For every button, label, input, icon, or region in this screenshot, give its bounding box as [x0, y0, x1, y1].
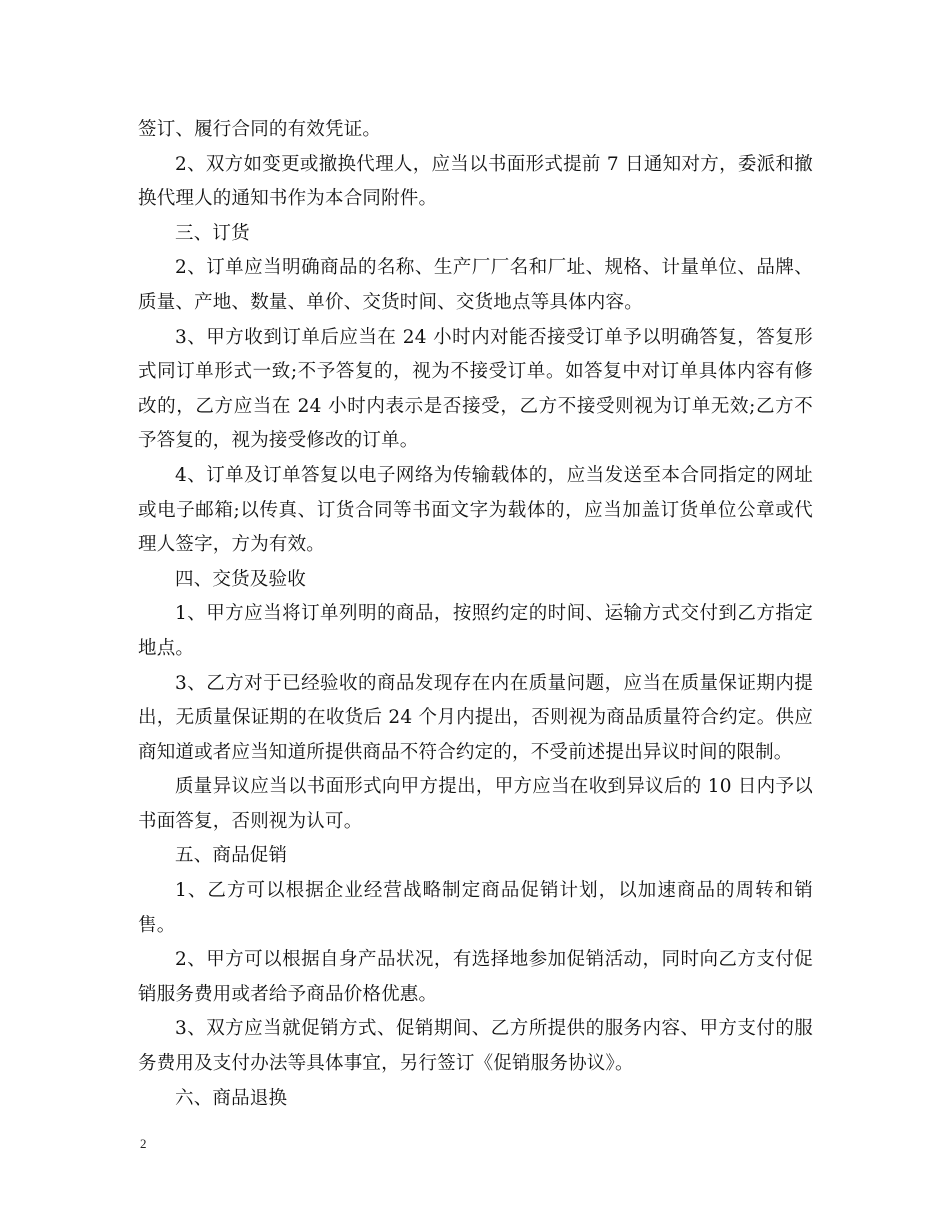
paragraph: 2、双方如变更或撤换代理人，应当以书面形式提前 7 日通知对方，委派和撤换代理人的通知书作为本合同附件。 — [138, 153, 813, 210]
section-heading: 六、商品退换 — [175, 1087, 288, 1109]
paragraph: 2、订单应当明确商品的名称、生产厂厂名和厂址、规格、计量单位、品牌、质量、产地、数量、单价、交货时间、交货地点等具体内容。 — [138, 257, 813, 313]
section-heading: 五、商品促销 — [175, 845, 288, 867]
document-body — [138, 113, 813, 1116]
section-heading: 四、交货及验收 — [175, 568, 306, 590]
paragraph: 3、乙方对于已经验收的商品发现存在内在质量问题，应当在质量保证期内提出，无质量保证期的在收货后 24 个月内提出，否则视为商品质量符合约定。供应商知道或者应当知道所提供商品不符合约定的，不受前述提出异议时间的限制。 — [138, 672, 813, 763]
paragraph: 3、双方应当就促销方式、促销期间、乙方所提供的服务内容、甲方支付的服务费用及支付办法等具体事宜，另行签订《促销服务协议》。 — [138, 1018, 813, 1075]
page-number: 2 — [140, 1136, 147, 1151]
section-heading: 三、订货 — [175, 222, 250, 244]
paragraph: 签订、履行合同的有效凭证。 — [138, 119, 382, 140]
paragraph: 2、甲方可以根据自身产品状况，有选择地参加促销活动，同时向乙方支付促销服务费用或者给予商品价格优惠。 — [138, 949, 813, 1005]
paragraph: 质量异议应当以书面形式向甲方提出，甲方应当在收到异议后的 10 日内予以书面答复，否则视为认可。 — [138, 776, 813, 832]
paragraph: 3、甲方收到订单后应当在 24 小时内对能否接受订单予以明确答复，答复形式同订单形式一致;不予答复的，视为不接受订单。如答复中对订单具体内容有修改的，乙方应当在 24 小时内表示是否接受，乙方不接受则视为订单无效;乙方不予答复的，视为接受修改的订单。 — [138, 326, 813, 452]
paragraph: 4、订单及订单答复以电子网络为传输载体的，应当发送至本合同指定的网址或电子邮箱;以传真、订货合同等书面文字为载体的，应当加盖订货单位公章或代理人签字，方为有效。 — [138, 464, 813, 556]
paragraph: 1、甲方应当将订单列明的商品，按照约定的时间、运输方式交付到乙方指定地点。 — [138, 603, 813, 659]
paragraph: 1、乙方可以根据企业经营战略制定商品促销计划，以加速商品的周转和销售。 — [138, 880, 813, 936]
